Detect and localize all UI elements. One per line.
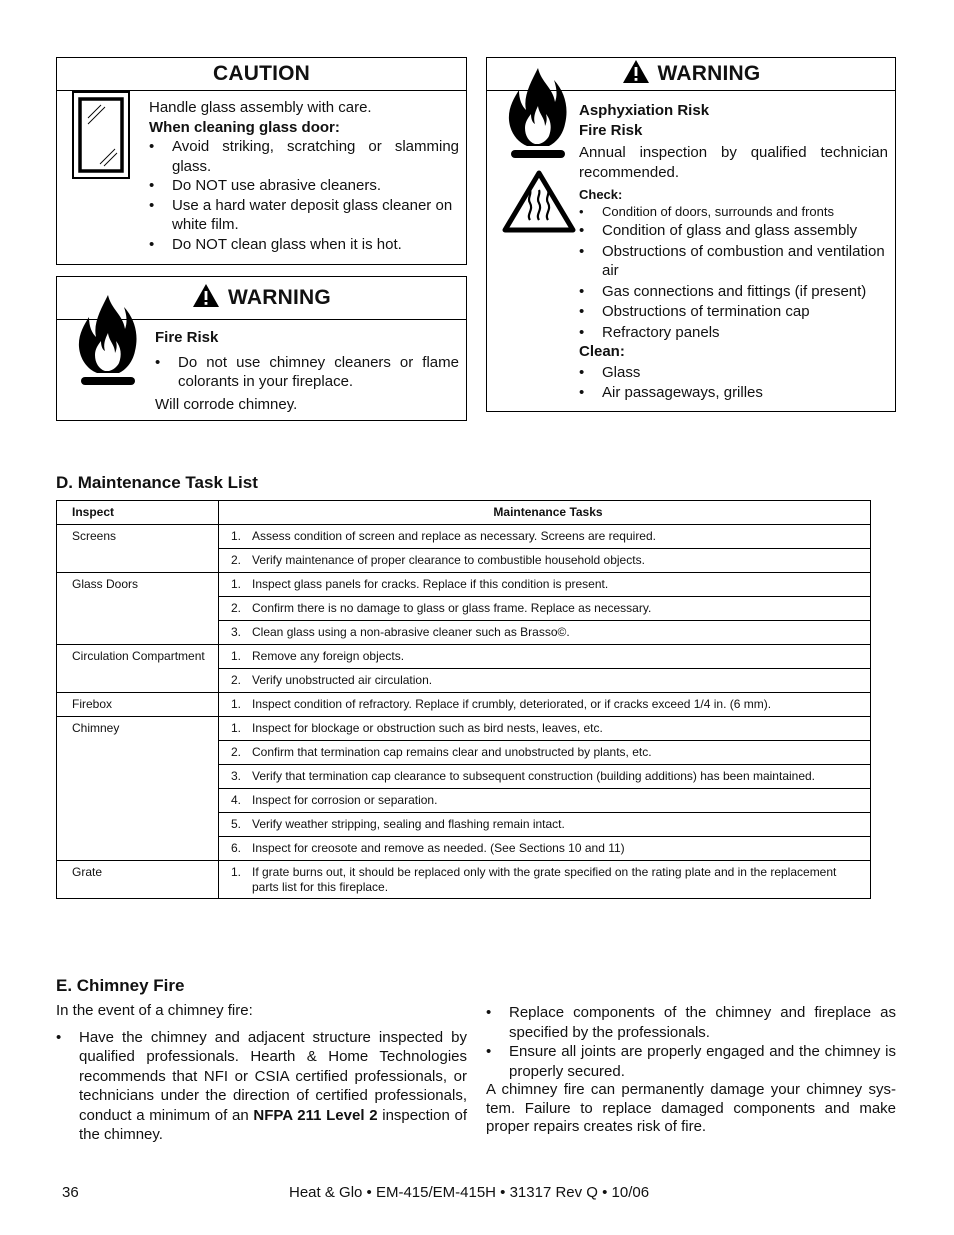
check-item: • Condition of doors, surrounds and fronts [579,203,888,221]
caution-title: CAUTION [57,58,466,91]
inspection-intro: Annual inspection by qualified technician recommended. [579,144,888,181]
column-header-tasks: Maintenance Tasks [219,501,871,525]
task-cell [219,549,871,573]
check-item: • Obstructions of combustion and ventilation air [579,242,888,281]
warning-fire-content [155,328,459,414]
task-cell [219,813,871,837]
chimney-fire-item [56,1028,467,1145]
task-text: Clean glass using a non-abrasive cleaner such as Brasso©. [252,625,570,639]
section-d-heading: D. Maintenance Task List [56,473,258,492]
task-number: 2. [231,601,242,615]
flame-icon [75,293,141,394]
document-reference: Heat & Glo • EM-415/EM-415H • 31317 Rev Q • 10/06 [289,1184,650,1201]
task-cell [219,621,871,645]
check-list [579,203,888,342]
glass-panel-icon [71,90,131,185]
task-number: 1. [231,529,242,543]
task-text: Inspect for creosote and remove as needed. (See Sections 10 and 11) [252,841,625,855]
risk-asphyxiation: Asphyxiation Risk [579,102,710,119]
table-row [57,861,871,899]
caution-item: • Do NOT clean glass when it is hot. [149,235,459,255]
task-text: Confirm there is no damage to glass or glass frame. Replace as necessary. [252,601,652,615]
check-item: • Condition of glass and glass assembly [579,221,888,241]
task-text: Verify maintenance of proper clearance to combustible household objects. [252,553,645,567]
task-number: 2. [231,745,242,759]
column-header-inspect: Inspect [57,501,219,525]
caution-line: Handle glass assembly with care. [149,99,372,116]
alert-triangle-icon [192,283,220,314]
table-row [57,573,871,597]
task-number: 1. [231,697,242,711]
task-number: 4. [231,793,242,807]
task-number: 5. [231,817,242,831]
hot-surface-icon [502,170,576,239]
chimney-fire-item: • Replace components of the chimney and fireplace as specified by the professionals. [486,1003,896,1042]
task-text: Verify weather stripping, sealing and flashing remain intact. [252,817,565,831]
task-text: Confirm that termination cap remains clear and unobstructed by plants, etc. [252,745,652,759]
task-cell [219,741,871,765]
check-item: • Refractory panels [579,323,888,343]
chimney-fire-left-list [56,1028,467,1145]
warning-fire-subhead: Fire Risk [155,329,219,346]
maintenance-task-table [56,500,871,899]
check-label: Check: [579,187,623,202]
task-text: Inspect for blockage or obstruction such as bird nests, leaves, etc. [252,721,603,735]
flame-icon [505,66,571,167]
inspect-cell: Circulation Compartment [57,645,219,693]
chimney-fire-item-text: inspection of the chimney. [79,1106,467,1143]
task-number: 2. [231,673,242,687]
clean-item: • Glass [579,363,888,383]
task-number: 3. [231,625,242,639]
task-text: Inspect condition of refractory. Replace if crumbly, deteriorated, or if cracks exceed 1/4 in. (6 mm). [252,697,772,711]
warning-fire-footer: Will corrode chimney. [155,395,298,413]
task-cell [219,597,871,621]
task-number: 1. [231,649,242,663]
task-cell [219,861,871,899]
warning-inspection-box [486,57,896,412]
caution-subhead: When cleaning glass door: [149,118,340,136]
task-cell [219,693,871,717]
clean-list [579,363,888,403]
inspect-cell: Chimney [57,717,219,861]
warning-fire-box [56,276,467,421]
inspect-cell: Screens [57,525,219,573]
clean-label: Clean: [579,343,625,360]
table-row [57,525,871,549]
task-cell [219,789,871,813]
task-number: 2. [231,553,242,567]
task-cell [219,765,871,789]
table-row [57,693,871,717]
task-cell [219,717,871,741]
task-text: Inspect for corrosion or separation. [252,793,438,807]
task-cell [219,525,871,549]
caution-item: • Avoid striking, scratching or slamming glass. [149,137,459,176]
caution-item: • Do NOT use abrasive cleaners. [149,176,459,196]
clean-item: • Air passageways, grilles [579,383,888,403]
caution-list [149,137,459,254]
task-text: Verify unobstructed air circulation. [252,673,433,687]
task-text: Verify that termination cap clearance to subsequent construction (building additions) has been maintained. [252,769,816,783]
caution-box [56,57,467,265]
inspect-cell: Firebox [57,693,219,717]
warning-inspection-title: WARNING [657,62,761,85]
caution-content [149,98,459,254]
chimney-fire-item-text: Have the chimney and adjacent structure inspected by qualified professionals. Hearth & Home Technologies recommends that NFI or CSIA certified professionals, or technicians under the direction of certified professionals, conduct a minimum of an [79,1028,467,1124]
chimney-fire-closing: A chimney fire can permanently damage your chimney sys-tem. Failure to replace damaged components and make proper repairs creates risk of fire. [486,1081,896,1135]
task-cell [219,573,871,597]
section-e-heading: E. Chimney Fire [56,976,185,995]
table-row [57,717,871,741]
caution-item: • Use a hard water deposit glass cleaner on white film. [149,196,459,235]
task-number: 3. [231,769,242,783]
task-number: 1. [231,865,242,879]
chimney-fire-intro: In the event of a chimney fire: [56,1002,253,1019]
task-number: 1. [231,721,242,735]
warning-fire-list [155,353,459,392]
chimney-fire-item: • Ensure all joints are properly engaged and the chimney is properly secured. [486,1042,896,1081]
warning-fire-item: • Do not use chimney cleaners or flame colorants in your fireplace. [155,353,459,392]
nfpa-level-text: NFPA 211 Level 2 [253,1106,378,1124]
chimney-fire-right-list [486,1003,896,1081]
table-body [57,525,871,899]
warning-inspection-content [579,101,888,403]
task-text: Assess condition of screen and replace as necessary. Screens are required. [252,529,656,543]
alert-triangle-icon [622,59,650,90]
check-item: • Obstructions of termination cap [579,302,888,322]
table-row [57,645,871,669]
section-e-left-column [56,1001,467,1145]
task-number: 6. [231,841,242,855]
table-header-row [57,501,871,525]
task-text: Remove any foreign objects. [252,649,405,663]
inspect-cell: Glass Doors [57,573,219,645]
task-cell [219,837,871,861]
task-cell [219,645,871,669]
page-number: 36 [62,1184,79,1201]
inspect-cell: Grate [57,861,219,899]
check-item: • Gas connections and fittings (if present) [579,282,888,302]
warning-fire-title: WARNING [228,286,331,309]
task-text: If grate burns out, it should be replaced only with the grate specified on the rating plate and in the replacement parts list for this fireplace. [252,865,837,894]
section-e-right-column [486,1003,896,1137]
task-number: 1. [231,577,242,591]
task-cell [219,669,871,693]
risk-fire: Fire Risk [579,121,643,139]
task-text: Inspect glass panels for cracks. Replace if this condition is present. [252,577,609,591]
